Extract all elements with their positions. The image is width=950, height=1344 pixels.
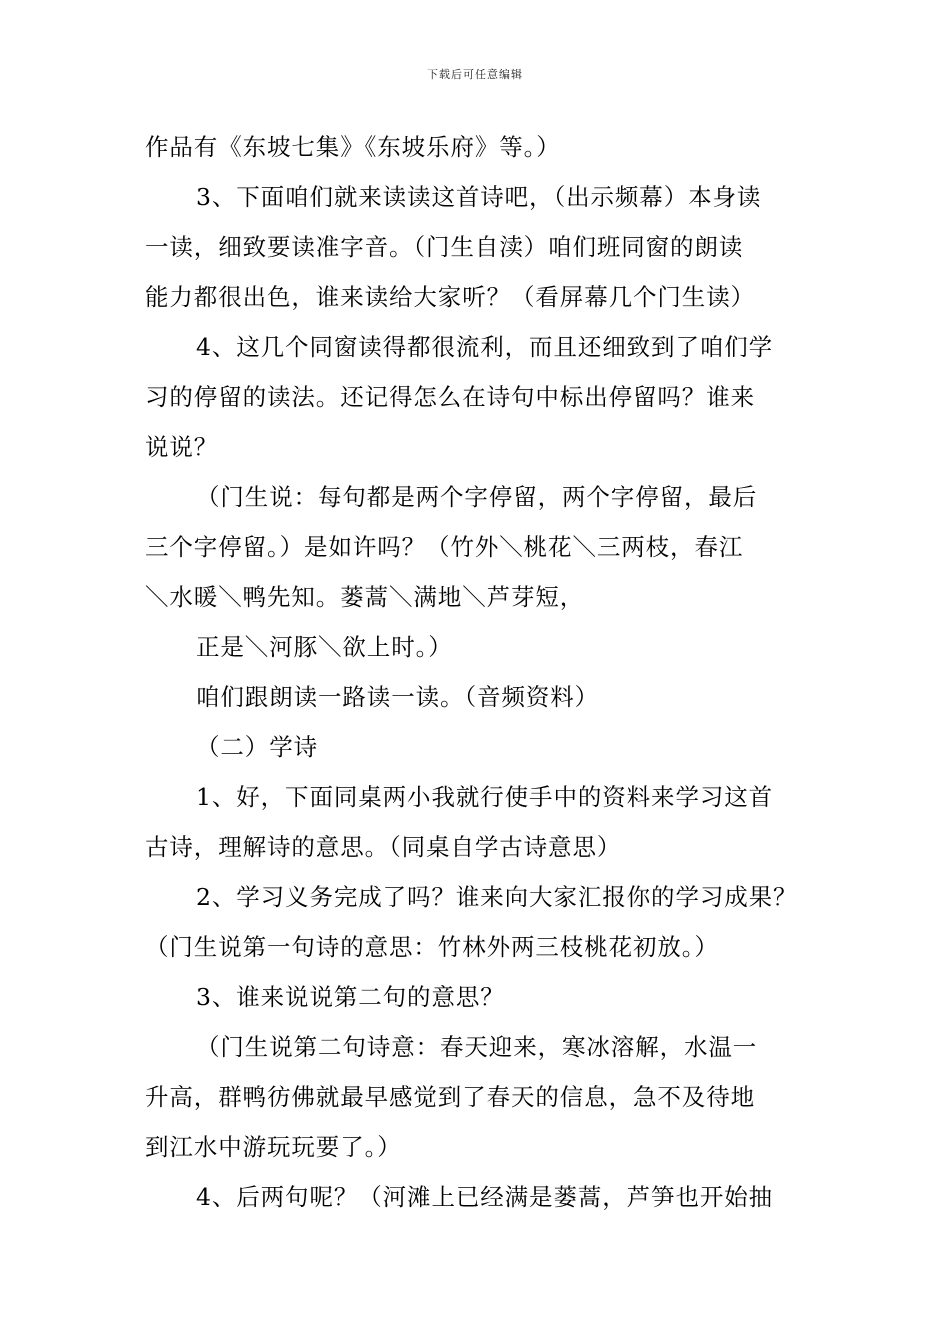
text-line: （门生说：每句都是两个字停留，两个字停留，最后 [196, 483, 758, 511]
text-line: 4、这几个同窗读得都很流利，而且还细致到了咱们学 [196, 333, 774, 361]
text-line: 能力都很出色，谁来读给大家听？（看屏幕几个门生读） [145, 283, 755, 311]
text-line: 说说？ [145, 433, 219, 461]
section-heading: （二）学诗 [196, 733, 318, 761]
text-line: （门生说第二句诗意：春天迎来，寒冰溶解，水温一 [196, 1033, 758, 1061]
text-line: 到江水中游玩玩要了。） [145, 1133, 402, 1161]
text-line: 古诗，理解诗的意思。（同桌自学古诗意思） [145, 833, 622, 861]
text-line: 1、好，下面同桌两小我就行使手中的资料来学习这首 [196, 783, 774, 811]
text-line: 咱们跟朗读一路读一读。（音频资料） [196, 683, 600, 711]
text-line: 一读，细致要读准字音。（门生自渎）咱们班同窗的朗读 [145, 233, 744, 261]
page-header: 下载后可任意编辑 [427, 68, 523, 81]
text-line: 习的停留的读法。还记得怎么在诗句中标出停留吗？谁来 [145, 383, 755, 411]
text-line: 升高，群鸭彷佛就最早感觉到了春天的信息，急不及待地 [145, 1083, 755, 1111]
text-line: 三个字停留。）是如许吗？（竹外＼桃花＼三两枝，春江 [145, 533, 744, 561]
text-line: 正是＼河豚＼欲上时。） [196, 633, 453, 661]
text-line: 2、学习义务完成了吗？谁来向大家汇报你的学习成果？ [196, 883, 798, 911]
text-line: 3、谁来说说第二句的意思？ [196, 983, 505, 1011]
text-line: 3、下面咱们就来读读这首诗吧，（出示频幕）本身读 [196, 183, 762, 211]
text-line: ＼水暖＼鸭先知。蒌蒿＼满地＼芦芽短， [145, 583, 585, 611]
text-line: （门生说第一句诗的意思：竹林外两三枝桃花初放。） [145, 933, 719, 961]
text-line: 作品有《东坡七集》《东坡乐府》等。） [145, 133, 561, 161]
text-line: 4、后两句呢？（河滩上已经满是蒌蒿，芦笋也开始抽 [196, 1183, 774, 1211]
